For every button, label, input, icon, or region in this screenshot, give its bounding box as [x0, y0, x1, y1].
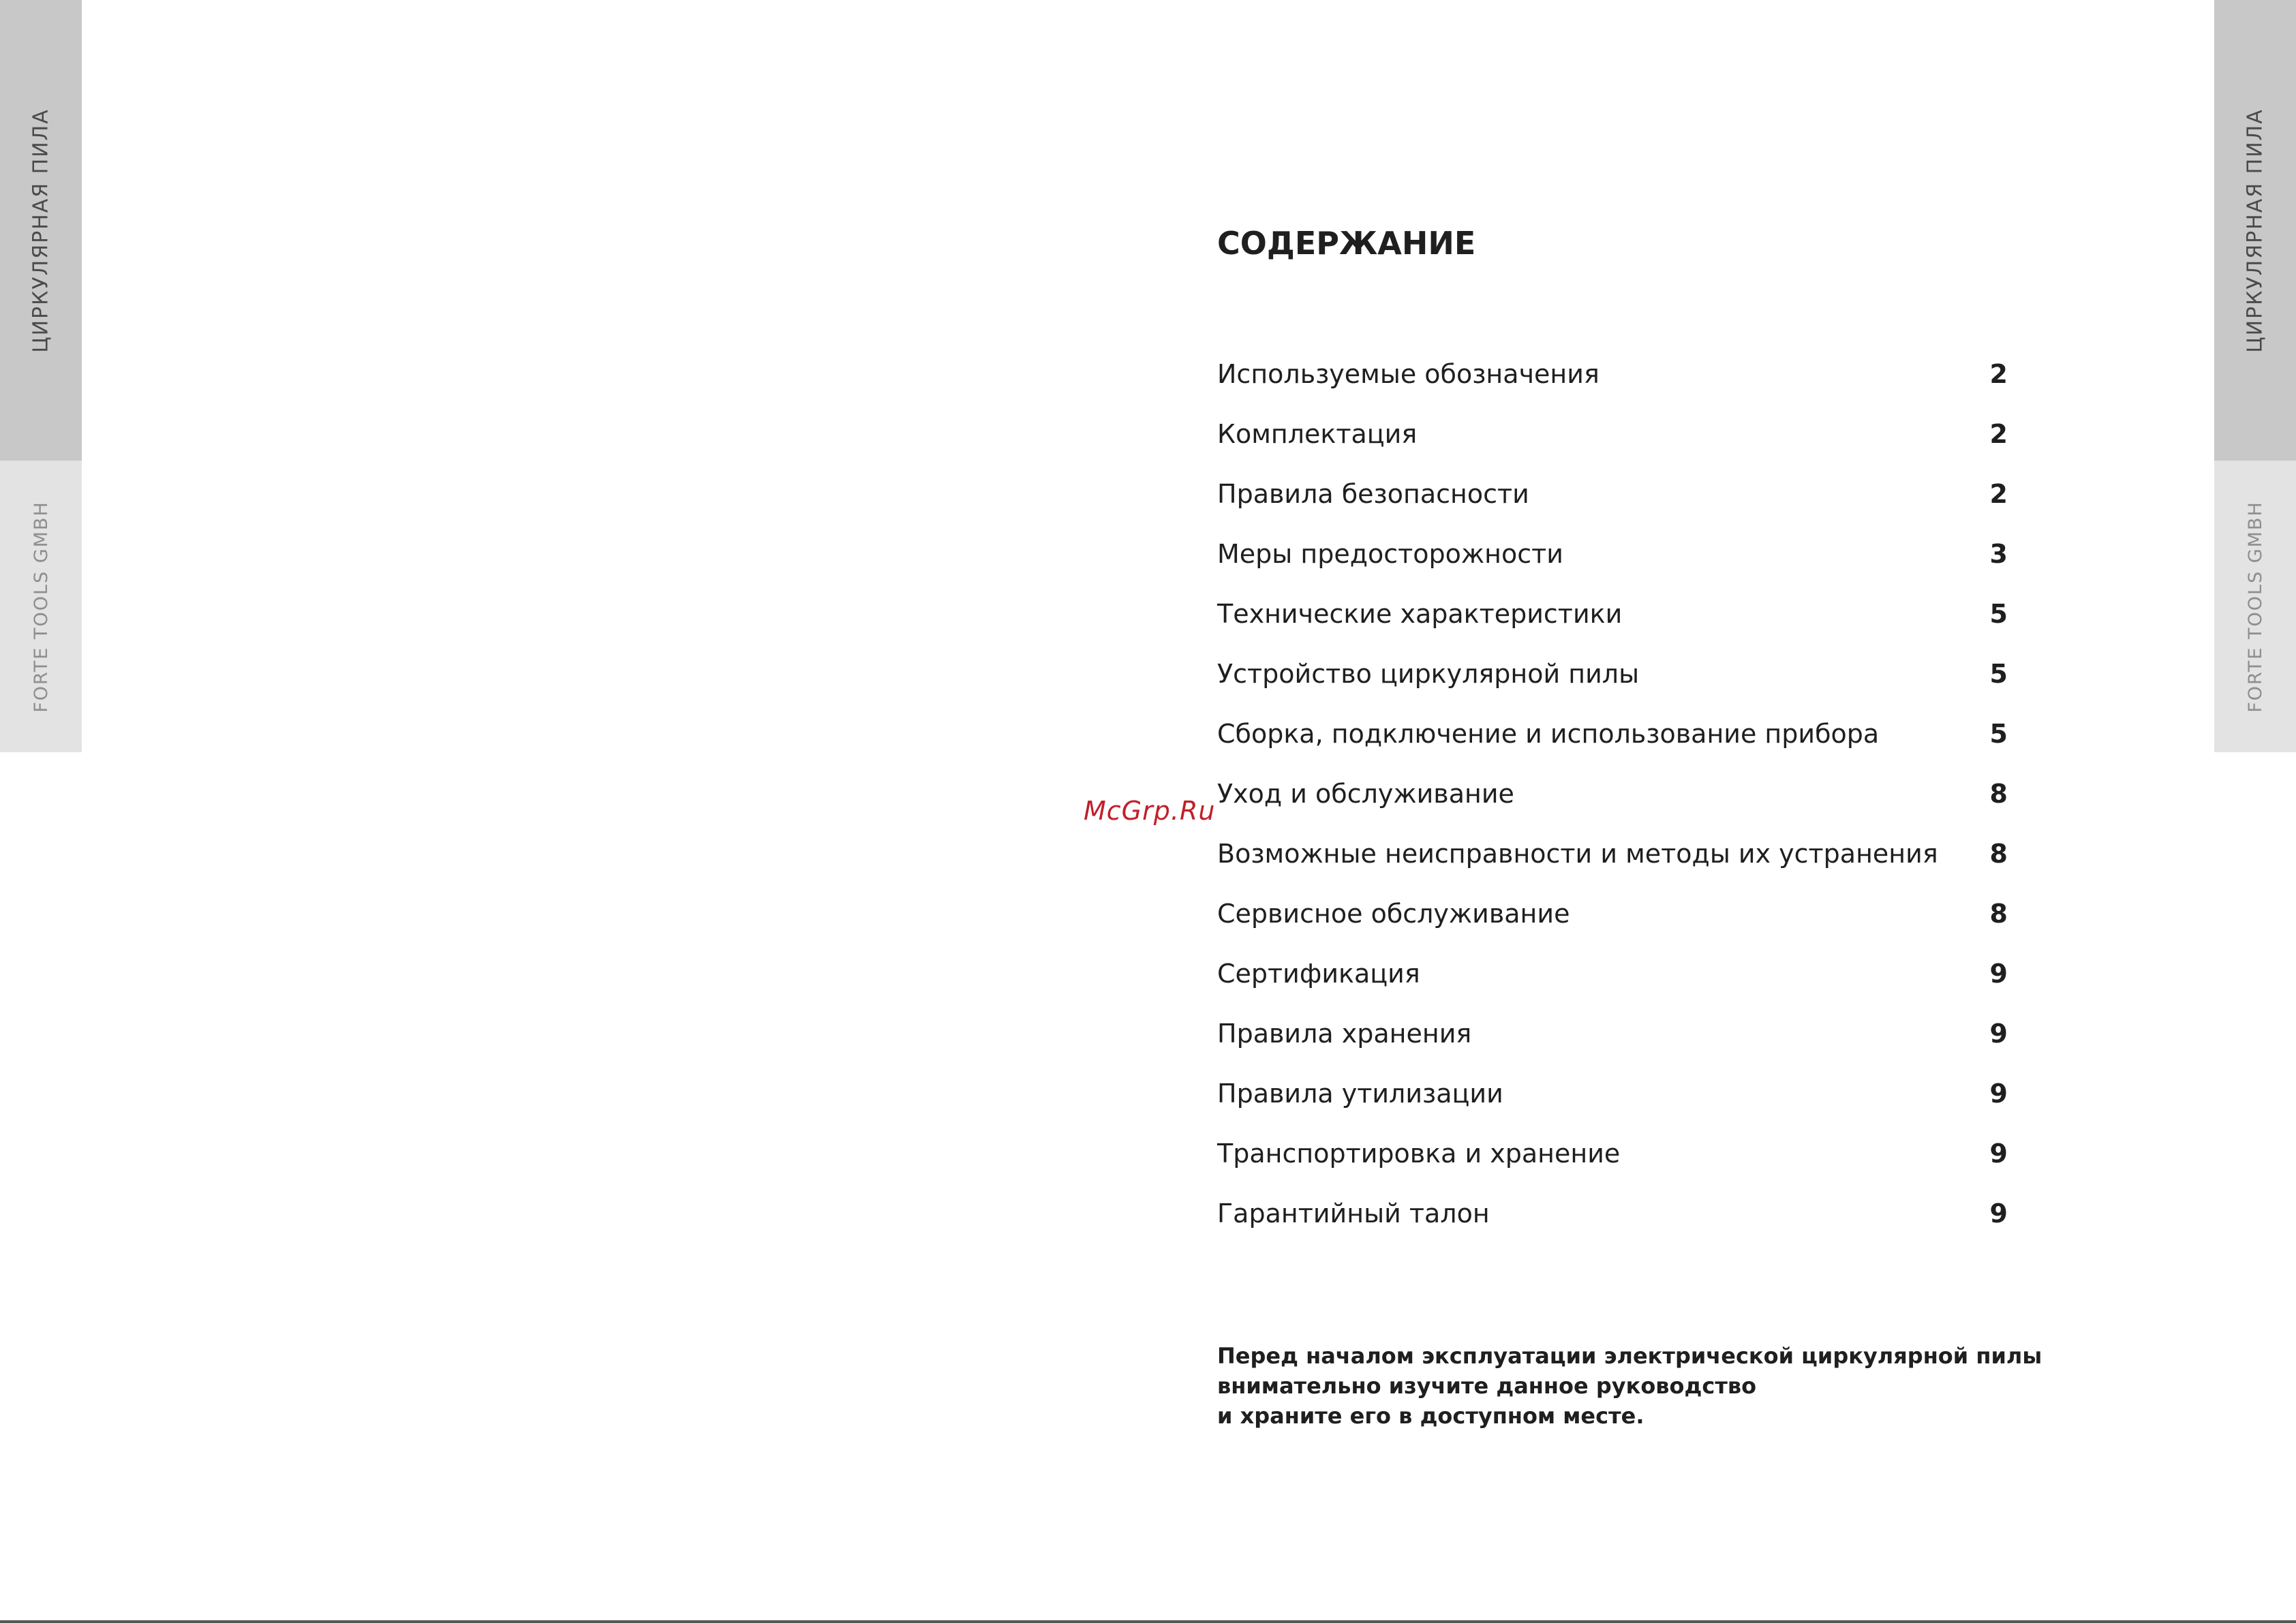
toc-item-label: Меры предосторожности	[1217, 539, 1563, 569]
toc-item-page: 9	[1989, 1199, 2008, 1228]
watermark-text: McGrp.Ru	[1084, 796, 1216, 826]
toc-item-page: 2	[1989, 359, 2008, 389]
toc-item-label: Сервисное обслуживание	[1217, 899, 1570, 929]
toc-item-page: 9	[1989, 1019, 2008, 1049]
toc-item-label: Сертификация	[1217, 959, 1420, 989]
toc-item[interactable]	[1217, 404, 2008, 464]
side-tab-company-left	[0, 461, 82, 752]
bottom-divider	[0, 1620, 2296, 1623]
toc-item-page: 2	[1989, 479, 2008, 509]
toc-item-page: 5	[1989, 659, 2008, 689]
toc-item[interactable]	[1217, 644, 2008, 704]
toc-item[interactable]	[1217, 1064, 2008, 1124]
toc-item-page: 8	[1989, 839, 2008, 869]
toc-item[interactable]	[1217, 704, 2008, 764]
side-tab-company-label: FORTE TOOLS GMBH	[2244, 500, 2266, 713]
toc-item-page: 8	[1989, 779, 2008, 809]
toc-item-page: 5	[1989, 599, 2008, 629]
toc-item-label: Уход и обслуживание	[1217, 779, 1514, 809]
toc-item-label: Комплектация	[1217, 419, 1418, 449]
toc-item[interactable]	[1217, 584, 2008, 644]
toc-item-label: Транспортировка и хранение	[1217, 1139, 1621, 1169]
toc-item-page: 2	[1989, 419, 2008, 449]
toc-item-label: Сборка, подключение и использование прибора	[1217, 719, 1880, 749]
toc-item-page: 9	[1989, 959, 2008, 989]
toc-item-page: 9	[1989, 1139, 2008, 1169]
toc-item-page: 9	[1989, 1079, 2008, 1109]
side-tab-product-left	[0, 0, 82, 461]
toc-item-page: 8	[1989, 899, 2008, 929]
toc-item[interactable]	[1217, 1184, 2008, 1243]
toc-item-label: Гарантийный талон	[1217, 1199, 1490, 1228]
toc-item-page: 5	[1989, 719, 2008, 749]
toc-item-label: Используемые обозначения	[1217, 359, 1599, 389]
toc-item-label: Правила безопасности	[1217, 479, 1529, 509]
usage-note-line: внимательно изучите данное руководство	[1217, 1373, 1757, 1399]
toc-item-label: Правила утилизации	[1217, 1079, 1503, 1109]
toc-item[interactable]	[1217, 824, 2008, 884]
toc-item-label: Возможные неисправности и методы их устранения	[1217, 839, 1938, 869]
usage-note-line: Перед началом эксплуатации электрической циркулярной пилы	[1217, 1343, 2042, 1369]
toc-item-page: 3	[1989, 539, 2008, 569]
toc-item[interactable]	[1217, 344, 2008, 404]
side-tab-product-right	[2214, 0, 2296, 461]
toc-item-label: Технические характеристики	[1217, 599, 1623, 629]
toc-item[interactable]	[1217, 1004, 2008, 1064]
toc-item-label: Устройство циркулярной пилы	[1217, 659, 1640, 689]
toc-item[interactable]	[1217, 764, 2008, 824]
toc-item[interactable]	[1217, 944, 2008, 1004]
side-tab-company-right	[2214, 461, 2296, 752]
toc-item[interactable]	[1217, 524, 2008, 584]
toc-item-label: Правила хранения	[1217, 1019, 1472, 1049]
side-tab-product-label: ЦИРКУЛЯРНАЯ ПИЛА	[2243, 108, 2267, 353]
usage-note	[1217, 1341, 2042, 1431]
toc-title: СОДЕРЖАНИЕ	[1217, 225, 1476, 262]
toc-item[interactable]	[1217, 1124, 2008, 1184]
side-tab-product-label: ЦИРКУЛЯРНАЯ ПИЛА	[29, 108, 53, 353]
toc-item[interactable]	[1217, 464, 2008, 524]
toc-item[interactable]	[1217, 884, 2008, 944]
side-tab-company-label: FORTE TOOLS GMBH	[30, 500, 52, 713]
toc-list	[1217, 344, 2008, 1243]
usage-note-line: и храните его в доступном месте.	[1217, 1403, 1644, 1429]
